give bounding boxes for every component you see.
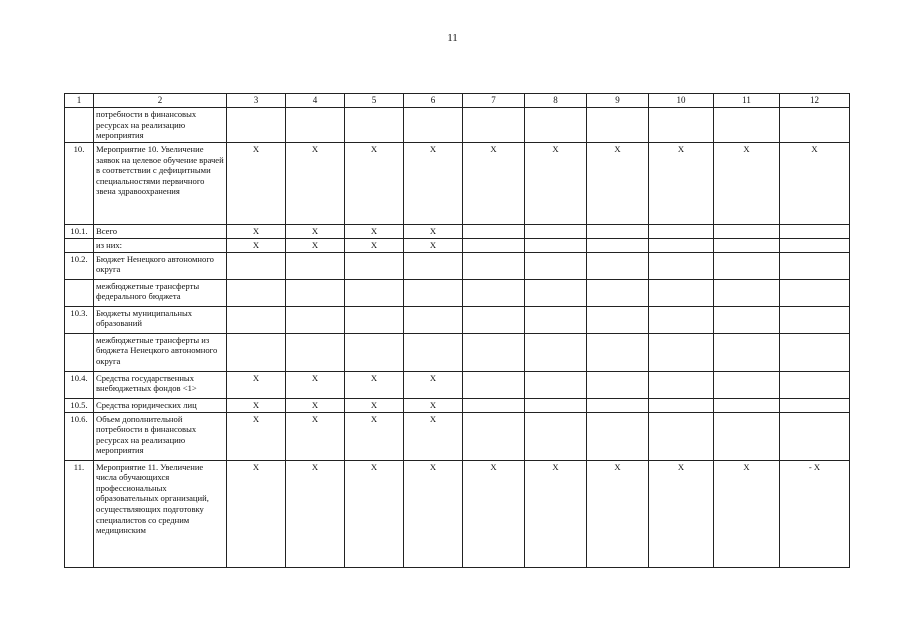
mark-cell bbox=[587, 239, 649, 253]
table-row bbox=[65, 333, 850, 371]
mark-cell bbox=[227, 306, 286, 333]
mark-cell bbox=[587, 279, 649, 306]
row-description: Средства государственных внебюджетных фондов <1> bbox=[94, 371, 227, 398]
table-row bbox=[65, 412, 850, 460]
mark-cell bbox=[463, 252, 525, 279]
mark-cell: X bbox=[345, 239, 404, 253]
mark-cell: X bbox=[649, 460, 714, 567]
mark-cell bbox=[227, 108, 286, 143]
mark-cell bbox=[404, 252, 463, 279]
funding-table bbox=[64, 93, 850, 568]
row-number: 10.5. bbox=[65, 398, 94, 412]
mark-cell bbox=[525, 412, 587, 460]
mark-cell bbox=[463, 108, 525, 143]
row-number: 10.1. bbox=[65, 225, 94, 239]
mark-cell bbox=[525, 279, 587, 306]
mark-cell bbox=[780, 279, 850, 306]
mark-cell bbox=[649, 239, 714, 253]
col-header: 11 bbox=[714, 94, 780, 108]
mark-cell bbox=[345, 279, 404, 306]
mark-cell bbox=[714, 412, 780, 460]
mark-cell bbox=[525, 225, 587, 239]
mark-cell bbox=[227, 279, 286, 306]
row-description: Мероприятие 10. Увеличение заявок на целевое обучение врачей в соответствии с дефицитными специальностями первичного звена здравоохранения bbox=[94, 143, 227, 225]
mark-cell bbox=[649, 333, 714, 371]
mark-cell bbox=[780, 306, 850, 333]
mark-cell bbox=[780, 371, 850, 398]
mark-cell bbox=[649, 108, 714, 143]
mark-cell bbox=[649, 371, 714, 398]
mark-cell bbox=[525, 333, 587, 371]
row-description: Бюджет Ненецкого автономного округа bbox=[94, 252, 227, 279]
mark-cell bbox=[714, 279, 780, 306]
table-row bbox=[65, 252, 850, 279]
row-number: 10. bbox=[65, 143, 94, 225]
mark-cell: X bbox=[404, 225, 463, 239]
row-number bbox=[65, 108, 94, 143]
mark-cell: X bbox=[780, 143, 850, 225]
row-number: 10.6. bbox=[65, 412, 94, 460]
col-header: 10 bbox=[649, 94, 714, 108]
mark-cell bbox=[463, 412, 525, 460]
row-number: 10.2. bbox=[65, 252, 94, 279]
mark-cell: X bbox=[345, 412, 404, 460]
mark-cell bbox=[404, 306, 463, 333]
mark-cell: X bbox=[227, 371, 286, 398]
mark-cell: X bbox=[404, 239, 463, 253]
mark-cell: X bbox=[227, 412, 286, 460]
table-row bbox=[65, 306, 850, 333]
mark-cell bbox=[714, 306, 780, 333]
mark-cell: X bbox=[286, 239, 345, 253]
mark-cell: X bbox=[227, 460, 286, 567]
mark-cell: X bbox=[587, 143, 649, 225]
row-number: 10.3. bbox=[65, 306, 94, 333]
mark-cell bbox=[286, 252, 345, 279]
mark-cell: X bbox=[714, 143, 780, 225]
mark-cell: X bbox=[345, 225, 404, 239]
table-row bbox=[65, 225, 850, 239]
mark-cell: X bbox=[286, 143, 345, 225]
mark-cell: X bbox=[404, 143, 463, 225]
mark-cell bbox=[463, 306, 525, 333]
row-number bbox=[65, 239, 94, 253]
mark-cell: X bbox=[227, 225, 286, 239]
mark-cell: X bbox=[463, 143, 525, 225]
mark-cell bbox=[780, 225, 850, 239]
col-header: 4 bbox=[286, 94, 345, 108]
mark-cell bbox=[649, 225, 714, 239]
mark-cell: X bbox=[649, 143, 714, 225]
mark-cell bbox=[714, 108, 780, 143]
mark-cell: X bbox=[286, 398, 345, 412]
mark-cell bbox=[780, 252, 850, 279]
mark-cell bbox=[345, 108, 404, 143]
row-description: Мероприятие 11. Увеличение числа обучающихся профессиональных образовательных организаций, осуществляющих подготовку специалистов со средним медицинским bbox=[94, 460, 227, 567]
mark-cell bbox=[345, 306, 404, 333]
table-row bbox=[65, 398, 850, 412]
mark-cell bbox=[525, 252, 587, 279]
col-header: 5 bbox=[345, 94, 404, 108]
mark-cell bbox=[345, 252, 404, 279]
mark-cell: X bbox=[463, 460, 525, 567]
table-row bbox=[65, 279, 850, 306]
col-header: 12 bbox=[780, 94, 850, 108]
mark-cell: X bbox=[345, 371, 404, 398]
mark-cell: X bbox=[404, 412, 463, 460]
mark-cell bbox=[404, 333, 463, 371]
page-number: 11 bbox=[447, 32, 458, 44]
mark-cell bbox=[780, 412, 850, 460]
mark-cell bbox=[649, 279, 714, 306]
mark-cell bbox=[780, 398, 850, 412]
mark-cell bbox=[587, 108, 649, 143]
row-description: потребности в финансовых ресурсах на реализацию мероприятия bbox=[94, 108, 227, 143]
table-row bbox=[65, 239, 850, 253]
mark-cell bbox=[587, 333, 649, 371]
header-row bbox=[65, 94, 850, 108]
mark-cell bbox=[587, 398, 649, 412]
mark-cell bbox=[463, 225, 525, 239]
mark-cell bbox=[286, 108, 345, 143]
mark-cell bbox=[587, 306, 649, 333]
mark-cell bbox=[649, 252, 714, 279]
mark-cell bbox=[404, 108, 463, 143]
mark-cell bbox=[587, 412, 649, 460]
mark-cell: X bbox=[286, 412, 345, 460]
col-header: 2 bbox=[94, 94, 227, 108]
row-description: из них: bbox=[94, 239, 227, 253]
mark-cell bbox=[780, 108, 850, 143]
mark-cell bbox=[649, 306, 714, 333]
mark-cell bbox=[463, 279, 525, 306]
mark-cell bbox=[286, 306, 345, 333]
mark-cell: X bbox=[227, 398, 286, 412]
mark-cell bbox=[587, 371, 649, 398]
mark-cell: X bbox=[227, 239, 286, 253]
mark-cell: - X bbox=[780, 460, 850, 567]
mark-cell bbox=[525, 306, 587, 333]
mark-cell: X bbox=[227, 143, 286, 225]
mark-cell: X bbox=[404, 460, 463, 567]
table-row bbox=[65, 460, 850, 567]
mark-cell bbox=[714, 371, 780, 398]
mark-cell bbox=[525, 108, 587, 143]
mark-cell: X bbox=[345, 460, 404, 567]
mark-cell bbox=[649, 398, 714, 412]
mark-cell bbox=[463, 333, 525, 371]
mark-cell: X bbox=[286, 371, 345, 398]
row-number: 11. bbox=[65, 460, 94, 567]
row-number: 10.4. bbox=[65, 371, 94, 398]
mark-cell bbox=[714, 252, 780, 279]
mark-cell: X bbox=[286, 460, 345, 567]
mark-cell: X bbox=[345, 398, 404, 412]
mark-cell bbox=[714, 333, 780, 371]
row-description: Средства юридических лиц bbox=[94, 398, 227, 412]
table-row bbox=[65, 143, 850, 225]
mark-cell bbox=[463, 371, 525, 398]
col-header: 8 bbox=[525, 94, 587, 108]
mark-cell bbox=[463, 239, 525, 253]
table-row bbox=[65, 371, 850, 398]
mark-cell bbox=[780, 333, 850, 371]
col-header: 1 bbox=[65, 94, 94, 108]
mark-cell bbox=[227, 252, 286, 279]
mark-cell bbox=[780, 239, 850, 253]
col-header: 7 bbox=[463, 94, 525, 108]
mark-cell bbox=[525, 239, 587, 253]
mark-cell bbox=[649, 412, 714, 460]
mark-cell bbox=[525, 371, 587, 398]
row-description: межбюджетные трансферты из бюджета Ненецкого автономного округа bbox=[94, 333, 227, 371]
row-description: Объем дополнительной потребности в финансовых ресурсах на реализацию мероприятия bbox=[94, 412, 227, 460]
mark-cell bbox=[345, 333, 404, 371]
mark-cell: X bbox=[525, 460, 587, 567]
col-header: 6 bbox=[404, 94, 463, 108]
col-header: 3 bbox=[227, 94, 286, 108]
mark-cell bbox=[525, 398, 587, 412]
mark-cell: X bbox=[587, 460, 649, 567]
mark-cell: X bbox=[404, 398, 463, 412]
mark-cell bbox=[587, 225, 649, 239]
row-number bbox=[65, 279, 94, 306]
table-row bbox=[65, 108, 850, 143]
mark-cell: X bbox=[404, 371, 463, 398]
mark-cell: X bbox=[345, 143, 404, 225]
mark-cell bbox=[227, 333, 286, 371]
mark-cell: X bbox=[286, 225, 345, 239]
mark-cell bbox=[714, 398, 780, 412]
row-description: Бюджеты муниципальных образований bbox=[94, 306, 227, 333]
mark-cell: X bbox=[525, 143, 587, 225]
row-description: Всего bbox=[94, 225, 227, 239]
row-number bbox=[65, 333, 94, 371]
mark-cell bbox=[587, 252, 649, 279]
mark-cell bbox=[714, 225, 780, 239]
row-description: межбюджетные трансферты федерального бюджета bbox=[94, 279, 227, 306]
mark-cell bbox=[286, 333, 345, 371]
mark-cell: X bbox=[714, 460, 780, 567]
mark-cell bbox=[404, 279, 463, 306]
mark-cell bbox=[463, 398, 525, 412]
mark-cell bbox=[286, 279, 345, 306]
col-header: 9 bbox=[587, 94, 649, 108]
mark-cell bbox=[714, 239, 780, 253]
